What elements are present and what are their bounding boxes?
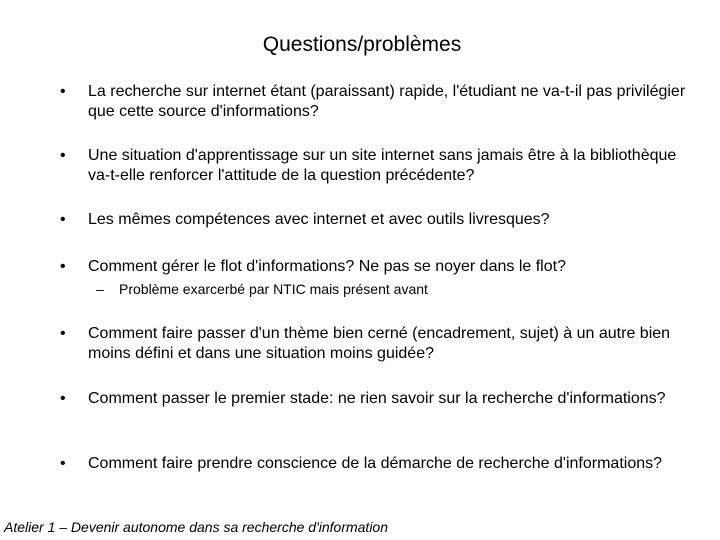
bullet-icon: • [60, 211, 66, 228]
list-item: Comment faire prendre conscience de la démarche de recherche d'informations? [88, 455, 663, 472]
slide-footer: Atelier 1 – Devenir autonome dans sa recherche d'information [4, 519, 388, 535]
bullet-icon: • [60, 83, 66, 100]
bullet-icon: • [60, 325, 66, 342]
bullet-icon: • [60, 390, 66, 407]
list-item: Comment gérer le flot d'informations? Ne pas se noyer dans le flot? [88, 258, 566, 275]
bullet-icon: • [60, 455, 66, 472]
sub-list-item: Problème exarcerbé par NTIC mais présent avant [119, 281, 428, 297]
slide-title: Questions/problèmes [262, 33, 462, 56]
dash-icon: – [96, 281, 104, 297]
list-item: Une situation d'apprentissage sur un site internet sans jamais être à la bibliothèque va-t-elle renforcer l'attitude de la question précédente? [88, 147, 677, 184]
bullet-icon: • [60, 147, 66, 164]
list-item: La recherche sur internet étant (paraissant) rapide, l'étudiant ne va-t-il pas privilégier que cette source d'informations? [88, 83, 686, 120]
list-item: Comment faire passer d'un thème bien cerné (encadrement, sujet) à un autre bien moins défini et dans une situation moins guidée? [88, 325, 671, 362]
list-item: Les mêmes compétences avec internet et avec outils livresques? [88, 211, 550, 228]
list-item: Comment passer le premier stade: ne rien savoir sur la recherche d'informations? [88, 390, 666, 407]
bullet-icon: • [60, 258, 66, 275]
